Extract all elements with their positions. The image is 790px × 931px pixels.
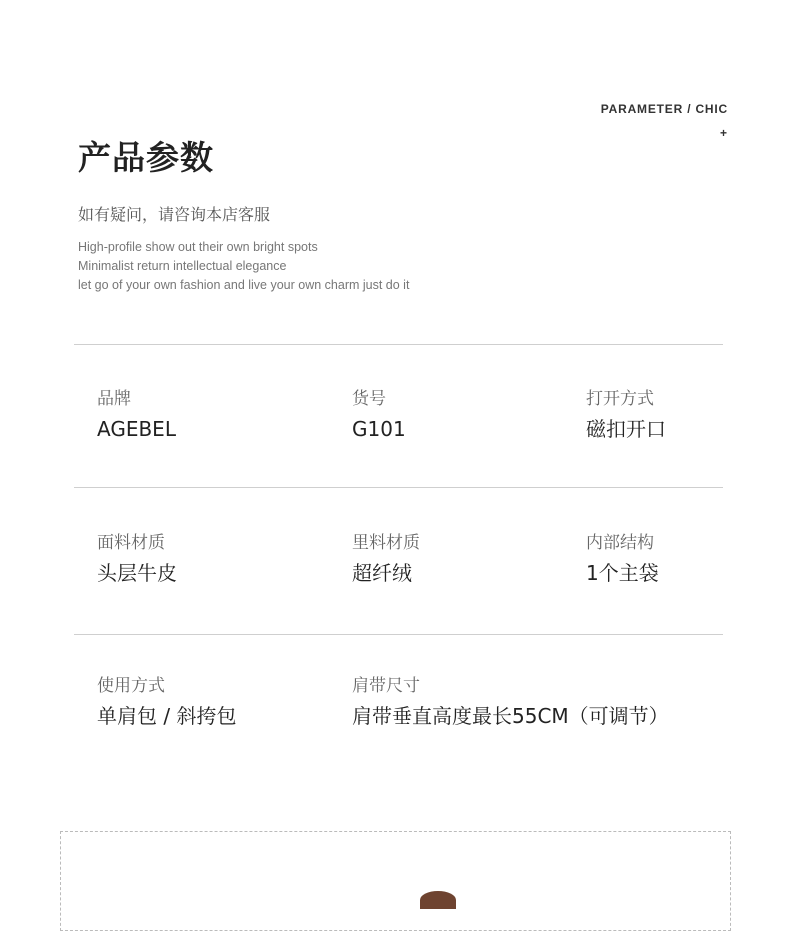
param-strap-size — [352, 676, 669, 728]
param-value: 1个主袋 — [586, 561, 659, 586]
tagline-line: Minimalist return intellectual elegance — [78, 259, 287, 273]
page-subtitle: 如有疑问，请咨询本店客服 — [78, 205, 271, 224]
tagline-line: let go of your own fashion and live your own charm just do it — [78, 278, 410, 292]
param-label: 里料材质 — [352, 533, 420, 553]
plus-icon: + — [719, 126, 727, 140]
param-item-number — [352, 389, 406, 441]
param-label: 使用方式 — [97, 676, 165, 696]
param-value: 头层牛皮 — [97, 561, 177, 586]
parameter-chic-tag: PARAMETER / CHIC — [600, 102, 728, 116]
param-outer-material — [97, 533, 177, 585]
param-label: 货号 — [352, 389, 386, 409]
product-photo — [420, 891, 456, 909]
param-value: 超纤绒 — [352, 561, 412, 586]
divider — [74, 634, 723, 635]
param-value: 磁扣开口 — [586, 417, 666, 442]
param-label: 肩带尺寸 — [352, 676, 420, 696]
param-label: 打开方式 — [586, 389, 654, 409]
param-value: 单肩包 / 斜挎包 — [97, 704, 237, 729]
param-label: 面料材质 — [97, 533, 165, 553]
param-label: 内部结构 — [586, 533, 654, 553]
tagline — [78, 238, 409, 295]
param-label: 品牌 — [97, 389, 131, 409]
param-interior-structure — [586, 533, 659, 585]
product-photo-frame — [60, 831, 731, 931]
param-value: 肩带垂直高度最长55CM（可调节） — [352, 704, 669, 729]
page-title: 产品参数 — [78, 138, 214, 177]
param-lining-material — [352, 533, 420, 585]
divider — [74, 344, 723, 345]
tagline-line: High-profile show out their own bright spots — [78, 240, 318, 254]
param-brand — [97, 389, 176, 441]
param-opening-method — [586, 389, 666, 441]
divider — [74, 487, 723, 488]
param-value: AGEBEL — [97, 417, 176, 442]
param-value: G101 — [352, 417, 406, 442]
param-usage — [97, 676, 236, 728]
